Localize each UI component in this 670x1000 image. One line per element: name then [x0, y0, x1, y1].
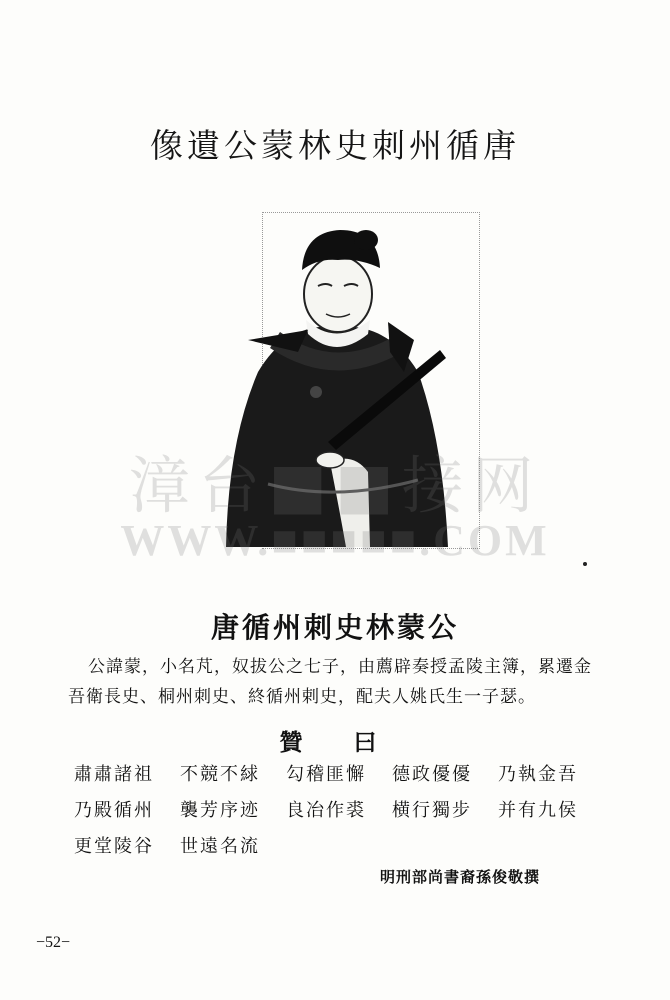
verse-phrase: 世遠名流 [180, 836, 260, 857]
section-heading: 唐循州刺史林蒙公 [210, 611, 459, 644]
verse-phrase: 勾稽匪懈 [286, 764, 366, 785]
verse-phrase: 肅肅諸祖 [74, 764, 154, 785]
stray-dot [583, 562, 587, 566]
verse-phrase: 并有九侯 [498, 800, 578, 821]
portrait-figure-image [218, 222, 454, 552]
biography-paragraph [68, 652, 616, 712]
eulogy-title: 贊 曰 [279, 730, 391, 756]
watermark-line-1: 漳台■■接网 [128, 449, 542, 522]
verse-phrase: 乃殿循州 [74, 800, 154, 821]
page-top-title: 像遺公蒙林史刺州循唐 [150, 126, 520, 165]
verse-phrase: 襲芳序迹 [180, 800, 260, 821]
verse-phrase: 更堂陵谷 [74, 836, 154, 857]
eulogy-verses [74, 760, 634, 858]
author-credit: 明刑部尚書裔孫俊敬撰 [380, 868, 541, 886]
verse-phrase: 良冶作裘 [286, 800, 366, 821]
watermark-line-2: WWW.■■■■■.COM [120, 516, 550, 565]
verse-phrase: 德政優優 [392, 764, 472, 785]
biography-line: 公諱蒙，小名芃，奴拔公之七子，由薦辟奏授孟陵主簿，累遷金 [88, 657, 592, 677]
biography-line: 吾衛長史、桐州刺史、終循州剌史，配夫人姚氏生一子瑟。 [68, 687, 536, 707]
verse-phrase: 横行獨步 [392, 800, 472, 821]
verse-phrase: 不競不絿 [180, 764, 260, 785]
page-number: −52− [36, 934, 71, 951]
verse-phrase: 乃執金吾 [498, 764, 578, 785]
